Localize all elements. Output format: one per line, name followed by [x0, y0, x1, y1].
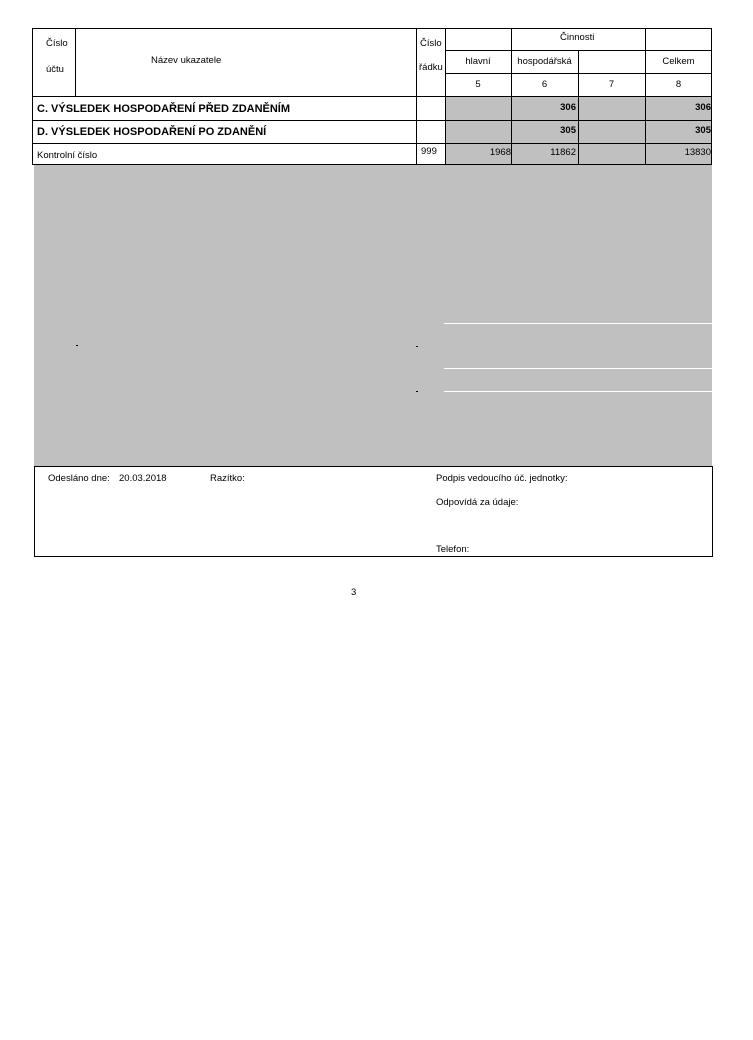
col-header-activities: Činnosti: [560, 32, 595, 43]
cell-value: 1968: [489, 147, 511, 158]
col-number-5: 5: [475, 79, 481, 90]
col-header-account: účtu: [46, 64, 64, 75]
blank-gray-area: [34, 165, 712, 466]
cell-shade: [578, 97, 645, 165]
line-number: 999: [421, 146, 437, 157]
sent-date: 20.03.2018: [119, 473, 167, 484]
row-label: C. VÝSLEDEK HOSPODAŘENÍ PŘED ZDANĚNÍM: [37, 103, 291, 115]
col-header-account-no: Číslo: [46, 38, 68, 49]
col-header-line: řádku: [419, 62, 443, 73]
signature-box: [34, 466, 713, 557]
col-number-6: 6: [541, 79, 548, 90]
cell-value: 305: [560, 125, 576, 136]
col-header-economic: hospodářská: [517, 56, 572, 67]
signature-label: Podpis vedoucího úč. jednotky:: [436, 473, 568, 484]
cell-value: 306: [560, 102, 576, 113]
col-header-main: hlavní: [465, 56, 491, 67]
col-header-indicator: Název ukazatele: [151, 55, 222, 66]
col-number-8: 8: [675, 79, 682, 90]
col-number-7: 7: [608, 79, 615, 90]
row-label: Kontrolní číslo: [37, 150, 98, 161]
row-label: D. VÝSLEDEK HOSPODAŘENÍ PO ZDANĚNÍ: [37, 126, 267, 138]
col-header-total: Celkem: [662, 56, 695, 67]
cell-value: 305: [695, 125, 711, 136]
cell-value: 306: [695, 102, 711, 113]
phone-label: Telefon:: [436, 544, 470, 555]
stamp-label: Razítko:: [210, 473, 245, 484]
col-header-line-no: Číslo: [420, 38, 442, 49]
sent-label: Odesláno dne:: [48, 473, 110, 484]
responsible-label: Odpovídá za údaje:: [436, 497, 519, 508]
page-number: 3: [351, 587, 357, 598]
cell-value: 11862: [550, 147, 576, 158]
cell-value: 13830: [684, 147, 711, 158]
